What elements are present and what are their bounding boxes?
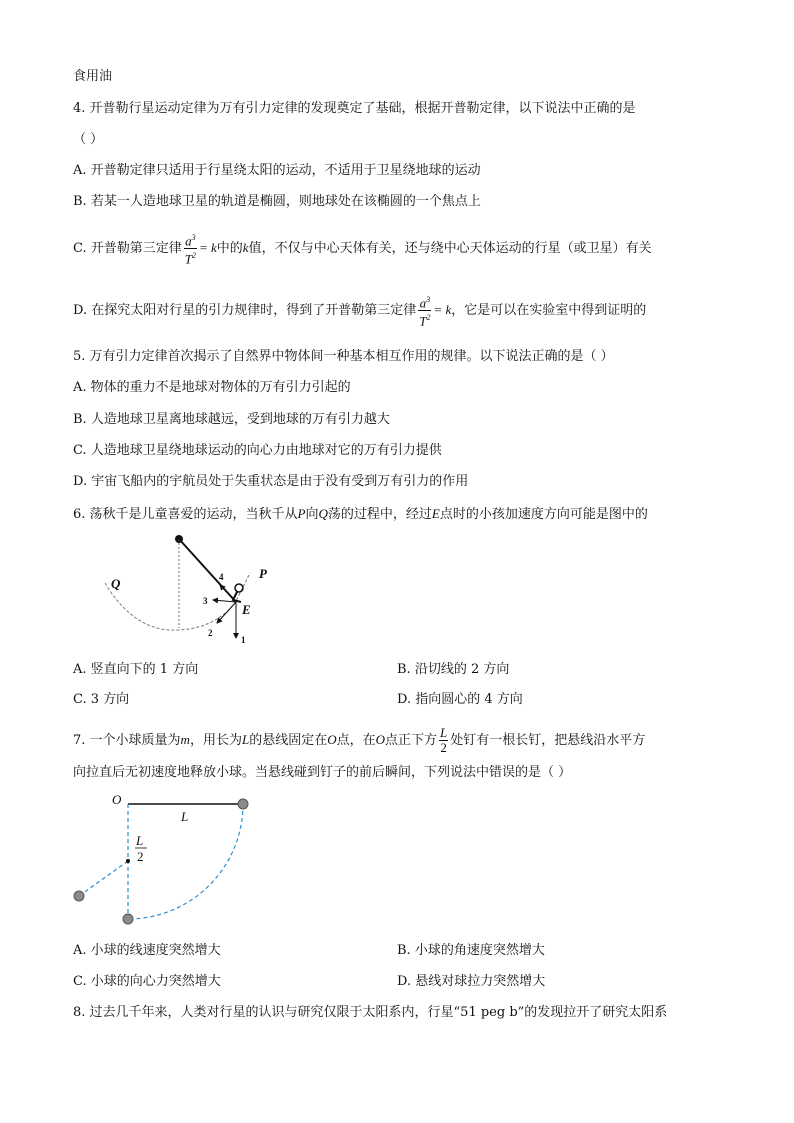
symbol-m: m — [180, 732, 190, 747]
q6-stem-post: 点时的小孩加速度方向可能是图中的 — [439, 507, 648, 522]
ball-bottom — [123, 914, 133, 924]
q6-option-d: D. 指向圆心的 4 方向 — [397, 692, 523, 707]
q4-stem-line1: 4. 开普勒行星运动定律为万有引力定律的发现奠定了基础，根据开普勒定律，以下说法中正确的是 — [73, 101, 636, 116]
q5-option-a: A. 物体的重力不是地球对物体的万有引力引起的 — [73, 380, 351, 395]
formula-T: T — [184, 251, 192, 267]
arrow-2 — [217, 602, 236, 623]
q7-option-a: A. 小球的线速度突然增大 — [73, 943, 221, 958]
label-half-num: L — [136, 833, 144, 848]
q7-stem-line2: 向拉直后无初速度地释放小球。当悬线碰到钉子的前后瞬间，下列说法中错误的是（ ） — [73, 765, 572, 780]
formula-T-exp: 2 — [426, 313, 431, 322]
q6-option-b: B. 沿切线的 2 方向 — [397, 662, 510, 677]
arrow-4 — [220, 585, 236, 602]
q7-stem-c: 点，在 — [336, 733, 376, 748]
formula-T: T — [419, 313, 427, 329]
q5-option-d: D. 宇宙飞船内的宇航员处于失重状态是由于没有受到万有引力的作用 — [73, 474, 469, 489]
q4-option-c-mid: 中的 — [216, 241, 243, 256]
q5-option-c: C. 人造地球卫星绕地球运动的向心力由地球对它的万有引力提供 — [73, 443, 442, 458]
label-1: 1 — [241, 635, 246, 645]
q6-stem-to: 向 — [305, 507, 319, 522]
label-3: 3 — [203, 596, 208, 606]
point-q: Q — [318, 506, 328, 521]
label-4: 4 — [219, 572, 224, 582]
q4-option-c-tail: 值，不仅与中心天体有关，还与绕中心天体运动的行星（或卫星）有关 — [248, 241, 652, 256]
q7-stem-d: 点正下方 — [385, 733, 438, 748]
formula-a: a — [185, 233, 192, 248]
q7-option-d: D. 悬线对球拉力突然增大 — [397, 974, 546, 989]
formula-a-exp: 3 — [426, 294, 431, 304]
label-2: 2 — [208, 628, 213, 638]
ball-right — [238, 799, 248, 809]
q7-stem-e: 处钉有一根长钉，把悬线沿水平方 — [450, 733, 646, 748]
q5-option-b: B. 人造地球卫星离地球越远，受到地球的万有引力越大 — [73, 412, 390, 427]
q4-option-c — [73, 230, 652, 267]
formula-a-exp: 3 — [191, 232, 196, 242]
kepler-formula — [184, 231, 197, 267]
swing-figure — [95, 528, 295, 648]
q6-option-a: A. 竖直向下的 1 方向 — [73, 662, 199, 677]
symbol-o-2: O — [375, 732, 385, 747]
q7-stem-line1 — [73, 722, 645, 759]
q4-option-d-text: D. 在探究太阳对行星的引力规律时，得到了开普勒第三定律 — [73, 303, 417, 318]
q4-option-d — [73, 292, 646, 329]
formula-a: a — [419, 295, 427, 310]
q7-stem-pre: 7. 一个小球质量为 — [73, 733, 181, 748]
q7-stem-a: ，用长为 — [189, 733, 242, 748]
label-o: O — [112, 792, 122, 807]
formula-rhs: = k — [433, 302, 452, 317]
q6-stem-mid: 荡的过程中，经过 — [327, 507, 432, 522]
label-l: L — [181, 809, 189, 824]
label-e: E — [242, 602, 251, 617]
frac-den: 2 — [440, 740, 447, 755]
label-q: Q — [111, 576, 121, 591]
child-head — [235, 584, 243, 592]
pendulum-figure — [70, 790, 260, 930]
symbol-l: L — [241, 732, 250, 747]
q7-stem-b: 的悬线固定在 — [249, 733, 328, 748]
k-symbol: k — [242, 240, 249, 255]
short-swing-line — [79, 861, 128, 896]
point-p: P — [297, 506, 306, 521]
half-l-fraction — [439, 726, 448, 755]
label-p: P — [259, 566, 267, 581]
nail — [126, 859, 130, 863]
q4-option-b: B. 若某一人造地球卫星的轨道是椭圆，则地球处在该椭圆的一个焦点上 — [73, 194, 481, 209]
formula-rhs: = k — [198, 240, 217, 255]
ball-left — [74, 891, 84, 901]
q7-option-b: B. 小球的角速度突然增大 — [397, 943, 545, 958]
q6-option-c: C. 3 方向 — [73, 692, 130, 707]
q7-option-c: C. 小球的向心力突然增大 — [73, 974, 221, 989]
q8-stem: 8. 过去几千年来，人类对行星的认识与研究仅限于太阳系内，行星“51 peg b”的发现拉开了研究太阳系 — [73, 1005, 668, 1020]
q6-stem — [73, 505, 648, 524]
frac-num: L — [440, 725, 448, 740]
fragment-text: 食用油 — [73, 69, 113, 84]
q4-answer-blank: （ ） — [73, 132, 104, 147]
point-e: E — [431, 506, 440, 521]
q5-stem: 5. 万有引力定律首次揭示了自然界中物体间一种基本相互作用的规律。以下说法正确的是（ ） — [73, 349, 614, 364]
q6-stem-pre: 6. 荡秋千是儿童喜爱的运动，当秋千从 — [73, 507, 298, 522]
kepler-formula-d — [418, 293, 431, 329]
symbol-o: O — [327, 732, 337, 747]
q4-option-d-tail: ，它是可以在实验室中得到证明的 — [451, 303, 647, 318]
q4-option-c-text: C. 开普勒第三定律 — [73, 241, 182, 256]
formula-T-exp: 2 — [191, 251, 196, 260]
label-half-den: 2 — [137, 849, 144, 864]
q4-option-a: A. 开普勒定律只适用于行星绕太阳的运动，不适用于卫星绕地球的运动 — [73, 163, 481, 178]
